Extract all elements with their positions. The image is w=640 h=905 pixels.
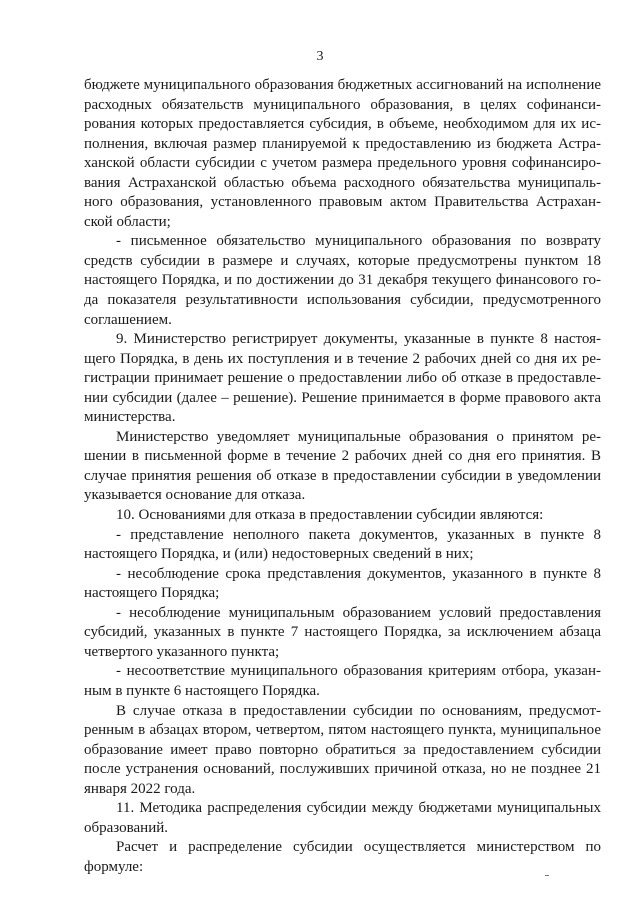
paragraph-funding-allocation: бюджете муниципального образования бюджетных ассигнований на исполнение расходных обязательств муниципального образования, в целях софинансирования которых предоставляется субсидия, в объеме, необходимом для их исполнения, включая размер планируемой к предоставлению из бюджета Астраханской области субсидии с учетом размера предельного уровня софинансирования Астраханской областью объема расходного обязательства муниципального образования, установленного правовым актом Правительства Астраханской области; [84, 77, 601, 230]
paragraph-conditions-violation: - несоблюдение муниципальным образованием условий предоставления субсидий, указанных в пункте 7 настоящего Порядка, за исключением абзаца четвертого указанного пункта; [84, 604, 601, 660]
paragraph-item-10-refusal-grounds: 10. Основаниями для отказа в предоставлении субсидии являются: [116, 507, 544, 524]
paragraph-criteria-mismatch: - несоответствие муниципального образования критериям отбора, указанным в пункте 6 настоящего Порядка. [84, 663, 601, 699]
paragraph-item-9-registration: 9. Министерство регистрирует документы, указанные в пункте 8 настоящего Порядка, в день их поступления и в течение 2 рабочих дней со дня их регистрации принимает решение о предоставлении либо об отказе в предоставлении субсидии (далее – решение). Решение принимается в форме правового акта министерства. [84, 331, 601, 426]
paragraph-reapplication: В случае отказа в предоставлении субсидии по основаниям, предусмотренным в абзацах втором, четвертом, пятом настоящего пункта, муниципальное образование имеет право повторно обратиться за предоставлением субсидии после устранения оснований, послуживших причиной отказа, но не позднее 21 января 2022 года. [84, 702, 601, 797]
page-number: 3 [316, 49, 324, 64]
scan-speck [545, 875, 549, 876]
paragraph-item-11-methodology: 11. Методика распределения субсидии между бюджетами муниципальных образований. [84, 800, 601, 836]
paragraph-written-obligation: - письменное обязательство муниципального образования по возврату средств субсидии в размере и случаях, которые предусмотрены пунктом 18 настоящего Порядка, и по достижении до 31 декабря текущего финансового года показателя результативности использования субсидии, предусмотренного соглашением. [84, 233, 601, 328]
paragraph-incomplete-documents: - представление неполного пакета документов, указанных в пункте 8 настоящего Порядка, и (или) недостоверных сведений в них; [84, 526, 601, 563]
paragraph-notification: Министерство уведомляет муниципальные образования о принятом решении в письменной форме в течение 2 рабочих дней со дня его принятия. В случае принятия решения об отказе в предоставлении субсидии в уведомлении указывается основание для отказа. [84, 428, 601, 504]
paragraph-calculation-formula: Расчет и распределение субсидии осуществляется министерством по формуле: [84, 839, 601, 875]
paragraph-deadline-violation: - несоблюдение срока представления документов, указанного в пункте 8 настоящего Порядка; [84, 565, 601, 602]
document-body [84, 76, 601, 877]
